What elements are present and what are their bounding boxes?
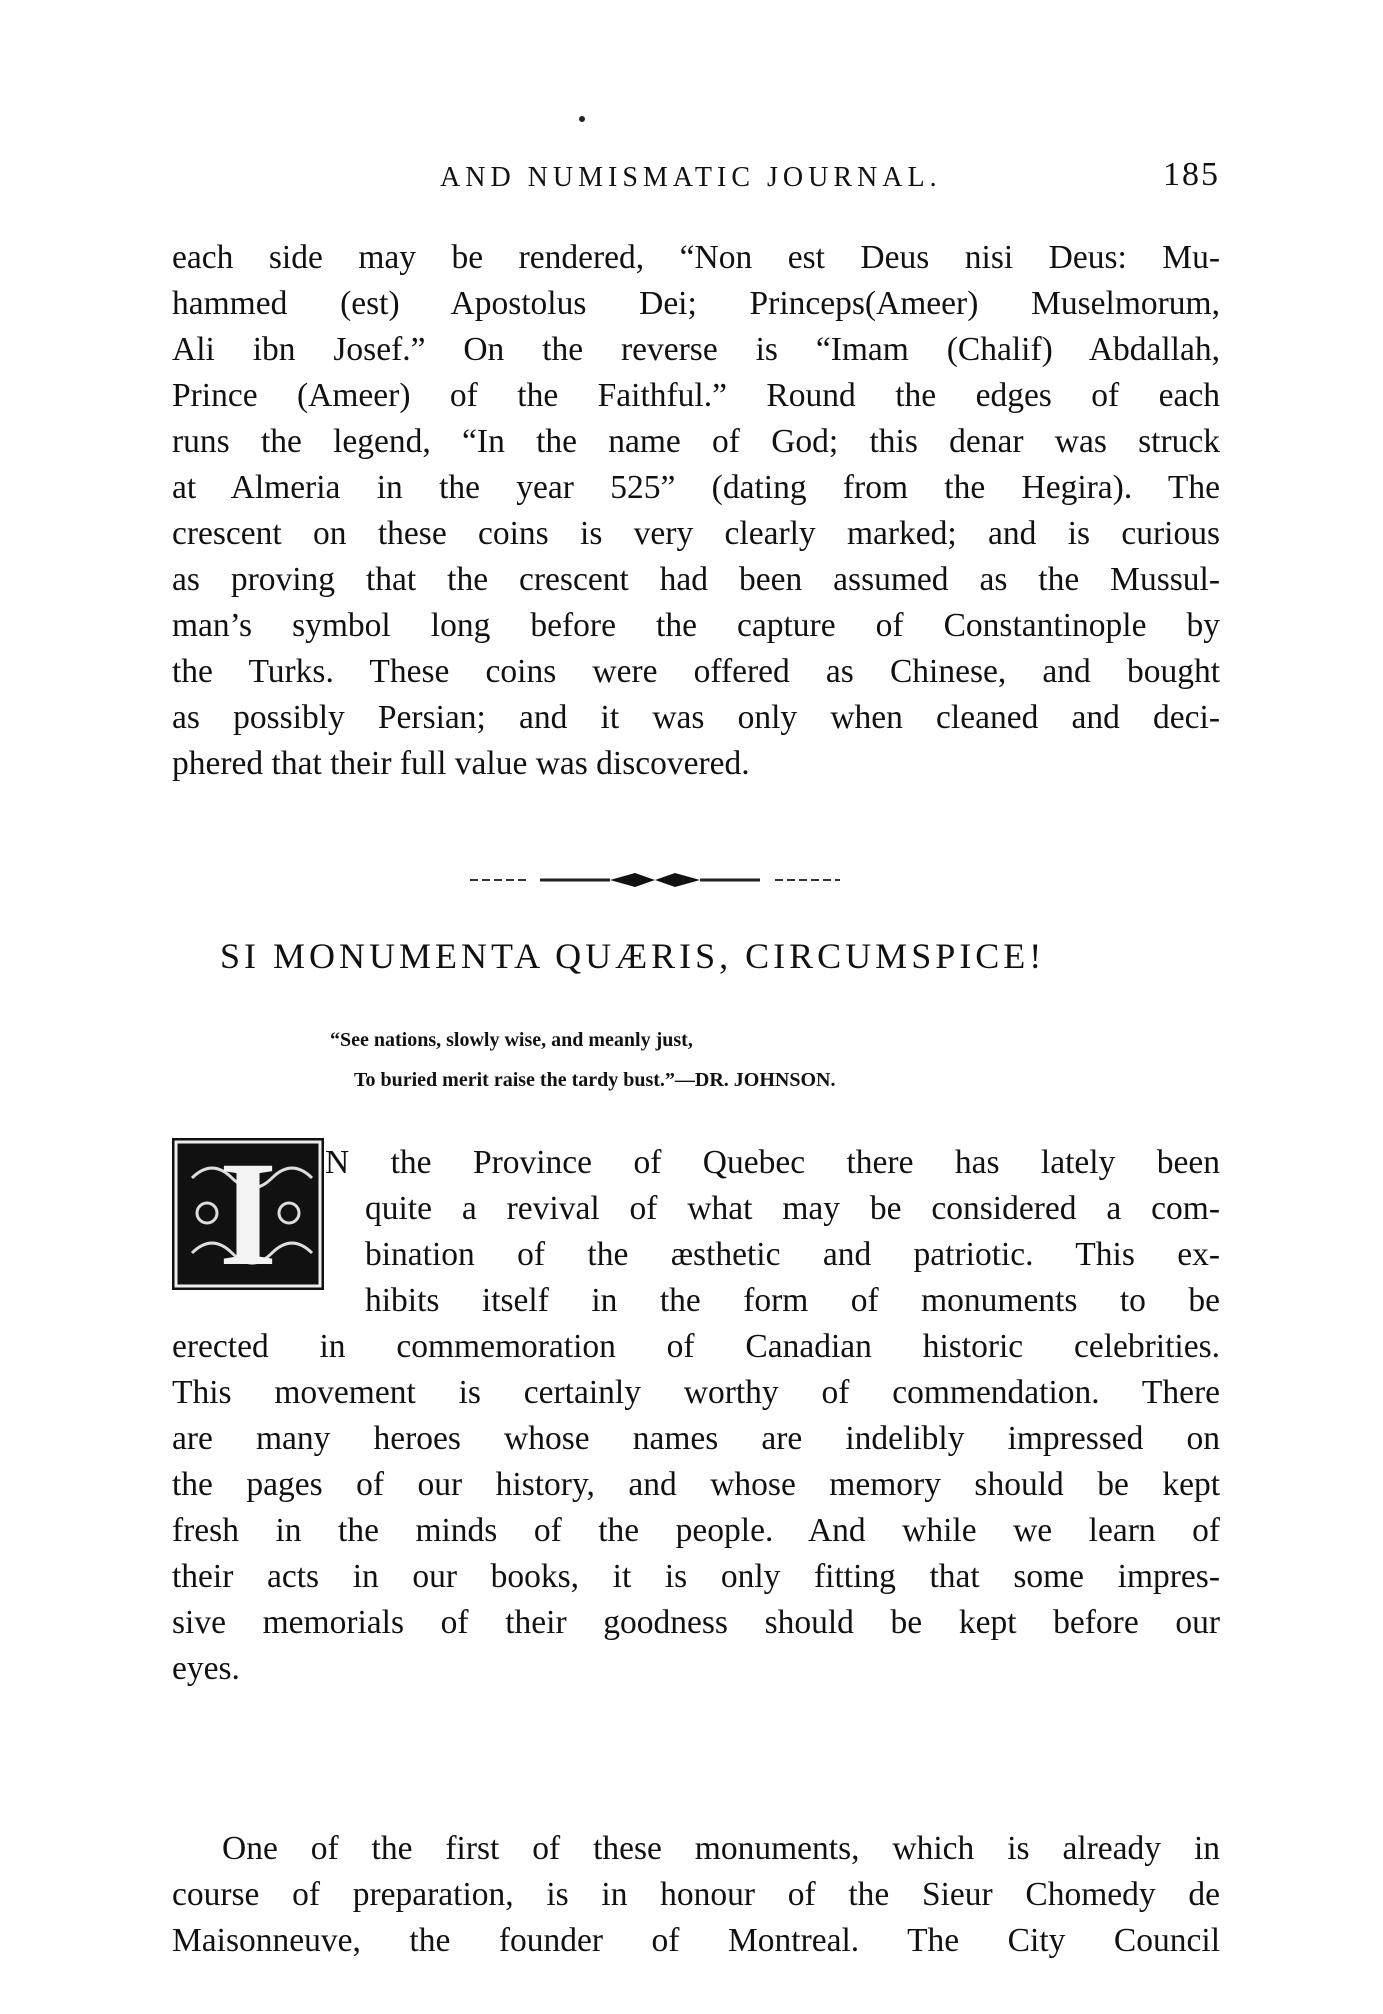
text-line: their acts in our books, it is only fitting that some impres- — [172, 1558, 1220, 1595]
printer-mark-dot — [579, 116, 585, 122]
page-number: 185 — [1163, 156, 1220, 193]
section-divider-ornament — [470, 870, 840, 890]
intro-paragraph — [172, 235, 1220, 787]
running-head: AND NUMISMATIC JOURNAL. — [440, 162, 942, 193]
text-line: This movement is certainly worthy of commendation. There — [172, 1374, 1220, 1411]
text-line: as proving that the crescent had been assumed as the Mussul- — [172, 561, 1220, 598]
text-line: fresh in the minds of the people. And while we learn of — [172, 1512, 1220, 1549]
text-line: crescent on these coins is very clearly marked; and is curious — [172, 515, 1220, 552]
text-line: quite a revival of what may be considered a com- — [365, 1190, 1220, 1227]
main-paragraph — [172, 1324, 1220, 1692]
text-line: hibits itself in the form of monuments to be — [365, 1282, 1220, 1319]
text-line: Prince (Ameer) of the Faithful.” Round the edges of each — [172, 377, 1220, 414]
text-line: Maisonneuve, the founder of Montreal. The City Council — [172, 1922, 1220, 1959]
text-line: as possibly Persian; and it was only when cleaned and deci- — [172, 699, 1220, 736]
page-header — [170, 156, 1220, 206]
epigraph — [330, 1020, 835, 1100]
text-line: erected in commemoration of Canadian historic celebrities. — [172, 1328, 1220, 1365]
text-line: hammed (est) Apostolus Dei; Princeps(Ameer) Muselmorum, — [172, 285, 1220, 322]
text-line: man’s symbol long before the capture of Constantinople by — [172, 607, 1220, 644]
main-paragraph-opening — [325, 1140, 1220, 1324]
text-line: Ali ibn Josef.” On the reverse is “Imam (Chalif) Abdallah, — [172, 331, 1220, 368]
ornamental-dropcap — [172, 1131, 324, 1297]
text-line: One of the first of these monuments, which is already in — [222, 1830, 1220, 1867]
text-line: bination of the æsthetic and patriotic. This ex- — [365, 1236, 1220, 1273]
text-line: are many heroes whose names are indelibly impressed on — [172, 1420, 1220, 1457]
second-paragraph — [172, 1826, 1220, 1964]
epigraph-line: To buried merit raise the tardy bust.”—DR. JOHNSON. — [354, 1069, 836, 1091]
text-line: phered that their full value was discovered. — [172, 745, 750, 782]
text-line: the Turks. These coins were offered as Chinese, and bought — [172, 653, 1220, 690]
text-line: at Almeria in the year 525” (dating from the Hegira). The — [172, 469, 1220, 506]
text-line: eyes. — [172, 1650, 240, 1687]
text-line: the pages of our history, and whose memory should be kept — [172, 1466, 1220, 1503]
dropcap-letter: I — [218, 1131, 278, 1297]
epigraph-line: “See nations, slowly wise, and meanly just, — [330, 1029, 693, 1051]
text-line: runs the legend, “In the name of God; this denar was struck — [172, 423, 1220, 460]
section-title: SI MONUMENTA QUÆRIS, CIRCUMSPICE! — [220, 936, 1046, 976]
text-line: sive memorials of their goodness should be kept before our — [172, 1604, 1220, 1641]
text-line: N the Province of Quebec there has lately been — [325, 1144, 1220, 1181]
text-line: course of preparation, is in honour of the Sieur Chomedy de — [172, 1876, 1220, 1913]
text-line: each side may be rendered, “Non est Deus nisi Deus: Mu- — [172, 239, 1220, 276]
